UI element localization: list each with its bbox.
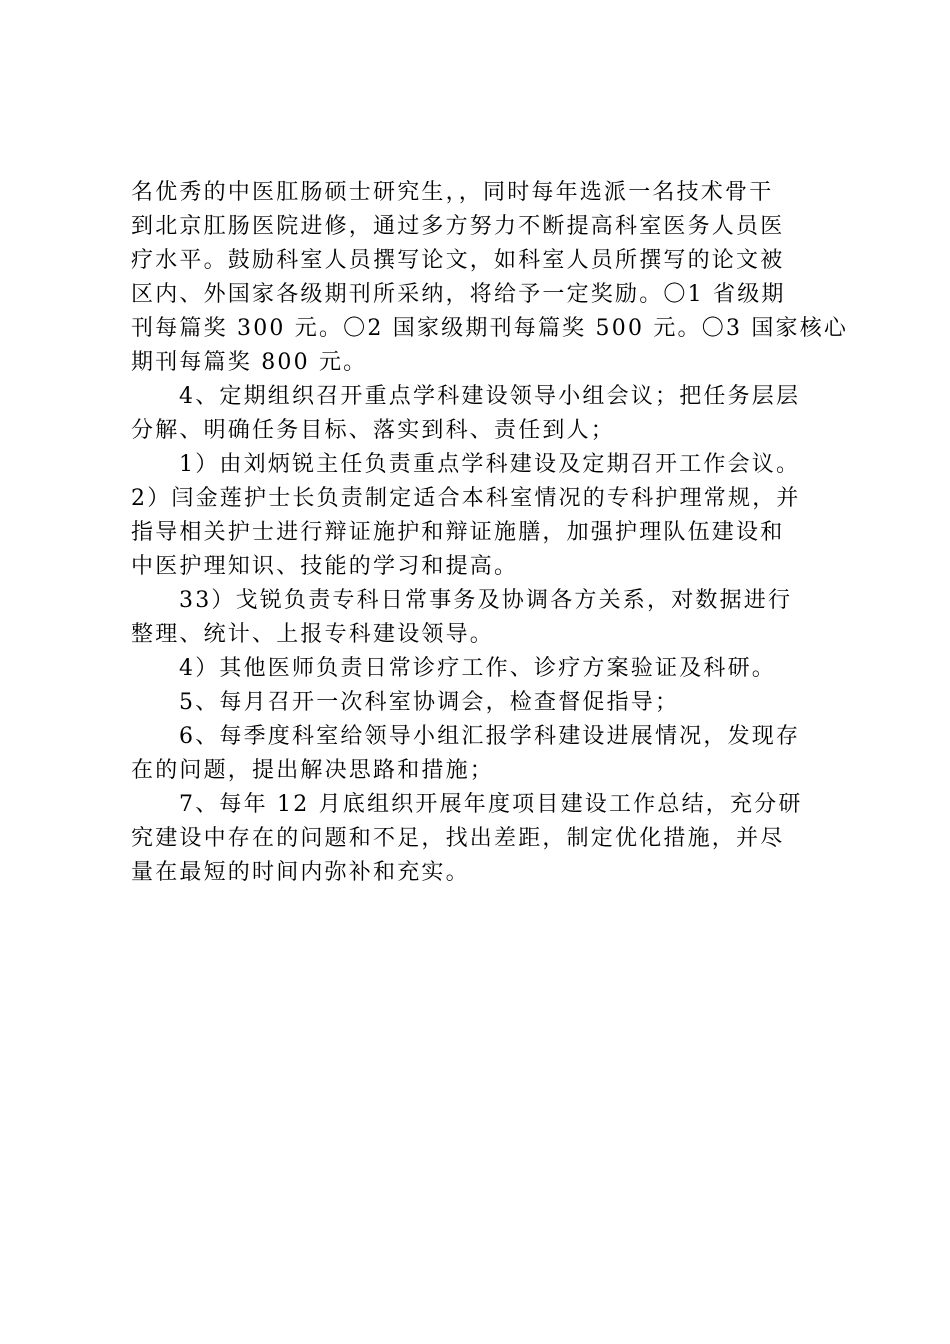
text-line: 6、每季度科室给领导小组汇报学科建设进展情况，发现存: [179, 724, 801, 749]
text-line: 刊每篇奖 300 元。〇2 国家级期刊每篇奖 500 元。〇3 国家核心: [131, 316, 849, 341]
text-line: 1）由刘炳锐主任负责重点学科建设及定期召开工作会议。: [179, 452, 801, 477]
text-line: 究建设中存在的问题和不足，找出差距，制定优化措施，并尽: [131, 826, 785, 851]
text-line: 4）其他医师负责日常诊疗工作、诊疗方案验证及科研。: [179, 656, 776, 681]
text-line: 期刊每篇奖 800 元。: [131, 350, 368, 375]
text-line: 5、每月召开一次科室协调会，检查督促指导；: [179, 690, 680, 715]
text-line: 在的问题，提出解决思路和措施；: [131, 758, 495, 783]
text-line: 区内、外国家各级期刊所采纳，将给予一定奖励。〇1 省级期: [131, 282, 786, 307]
text-line: 33）戈锐负责专科日常事务及协调各方关系，对数据进行: [179, 588, 793, 613]
text-line: 2）闫金莲护士长负责制定适合本科室情况的专科护理常规，并: [131, 486, 801, 511]
text-line: 分解、明确任务目标、落实到科、责任到人；: [131, 418, 616, 443]
text-line: 疗水平。鼓励科室人员撰写论文，如科室人员所撰写的论文被: [131, 248, 785, 273]
body-text: [131, 176, 849, 890]
text-line: 指导相关护士进行辩证施护和辩证施膳，加强护理队伍建设和: [131, 520, 785, 545]
text-line: 4、定期组织召开重点学科建设领导小组会议；把任务层层: [179, 384, 801, 409]
text-line: 到北京肛肠医院进修，通过多方努力不断提高科室医务人员医: [131, 214, 785, 239]
text-line: 名优秀的中医肛肠硕士研究生，，同时每年选派一名技术骨干: [131, 180, 774, 205]
text-line: 整理、统计、上报专科建设领导。: [131, 622, 495, 647]
text-line: 7、每年 12 月底组织开展年度项目建设工作总结，充分研: [179, 792, 803, 817]
text-line: 量在最短的时间内弥补和充实。: [131, 860, 470, 885]
text-line: 中医护理知识、技能的学习和提高。: [131, 554, 519, 579]
